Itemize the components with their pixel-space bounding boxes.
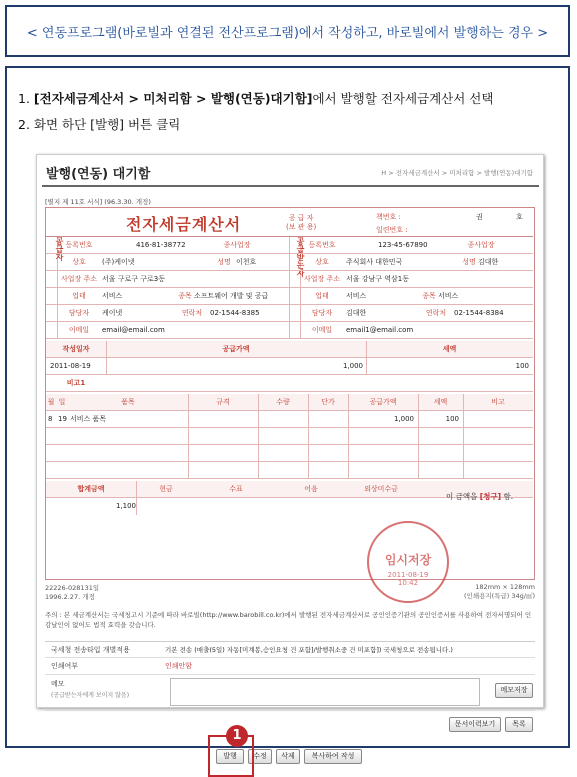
grid-line <box>308 394 309 479</box>
item-row <box>46 445 533 462</box>
row-manager: 담당자 케이넷 연락처 02-1544-8385 담당자 김대한 연락처 02-1544-8384 <box>46 305 533 322</box>
step-2-text: 2. 화면 하단 [발행] 버튼 클릭 <box>18 117 181 132</box>
step-1-path: [전자세금계산서 > 미처리함 > 발행(연동)대기함] <box>33 91 313 106</box>
grid-line <box>348 394 349 479</box>
supplier-side-label: 공급자 <box>46 237 58 339</box>
invoice-subtitle: 공 급 자 (보 관 용) <box>286 214 317 231</box>
invoice <box>45 207 535 580</box>
notice-text: 주의 : 본 세금계산서는 국세청고시 기준에 따라 바로빌(http://www.barobill.co.kr)에서 발행된 전자세금계산서로 공인인증기관의 공인인증서를 사용하여 전자서명되어 인감날인이 없어도 법적 효력을 갖습니다. <box>45 611 532 629</box>
step-1-num: 1. <box>18 91 30 106</box>
item-row: 8 19 서비스 품목 1,000 100 <box>46 411 533 428</box>
delete-button[interactable]: 삭제 <box>276 749 300 764</box>
instruction-panel <box>5 66 570 760</box>
header-banner <box>5 5 570 57</box>
step-1 <box>18 92 493 118</box>
row-total-head: 합계금액 현금 수표 어음 외상미수금 <box>46 481 533 498</box>
option-print: 인쇄여부 인쇄안함 <box>45 658 535 675</box>
row-regno: 등록번호 416-81-38772 종사업장 등록번호 123-45-67890 종사업장 <box>46 237 533 254</box>
grid-line <box>188 394 189 479</box>
row-type: 업태 서비스 종목 소프트웨어 개발 및 공급 업태 서비스 종목 서비스 <box>46 288 533 305</box>
row-addr: 사업장 주소 서울 구로구 구로3동 사업장 주소 서울 강남구 역삼1동 <box>46 271 533 288</box>
claim-text: 이 금액을 [청구] 함. <box>446 492 514 501</box>
temp-save-stamp: 임시저장 2011-08-19 10:42 <box>367 521 449 603</box>
header-text: < 연동프로그램(바로빌과 연결된 전산프로그램)에서 작성하고, 바로빌에서 발행하는 경우 > <box>26 25 549 41</box>
page-title: 발행(연동) 대기함 <box>46 167 151 182</box>
step-1-text: 에서 발행할 전자세금계산서 선택 <box>312 91 494 106</box>
option-memo: 메모 (공급받는자에게 보이지 않음) 메모저장 <box>45 675 535 711</box>
item-row <box>46 428 533 445</box>
invoice-grid <box>46 236 533 510</box>
divider <box>42 185 539 187</box>
history-button[interactable]: 문서이력보기 <box>449 717 501 732</box>
grid-line <box>258 394 259 479</box>
copy-create-button[interactable]: 복사하여 작성 <box>304 749 362 764</box>
row-name: 상호 (주)케이넷 성명 이천호 상호 주식회사 대한민국 성명 김대한 <box>46 254 533 271</box>
row-items-head: 월 일 품목 규격 수량 단가 공급가액 세액 비고 <box>46 394 533 411</box>
footer-right: 182mm × 128mm (인쇄용지(특급) 34g/㎡) <box>464 583 535 600</box>
row-summary-head: 작성일자 공급가액 세액 <box>46 341 533 358</box>
grid-line <box>106 341 107 375</box>
buyer-side-label: 공급받는자 <box>289 237 301 339</box>
form-number: [별지 제 11호 서식] (96.3.30. 개정) <box>45 198 151 206</box>
step-2 <box>18 118 493 144</box>
row-note: 비고1 <box>46 375 533 392</box>
screenshot-panel <box>36 154 544 760</box>
option-nts: 국세청 전송타입 개별적용 기본 전송 (매출(5일) 자동[미계봉,승인요청 건 포함]/발행취소중 건 미포함]) 국세청으로 전송됩니다.) <box>45 641 535 658</box>
edit-button[interactable]: 수정 <box>248 749 272 764</box>
grid-line <box>418 394 419 479</box>
list-button[interactable]: 목록 <box>505 717 533 732</box>
memo-save-button[interactable]: 메모저장 <box>495 683 533 698</box>
invoice-meta: 책번호 : 권 호 일련번호 : <box>376 213 523 234</box>
footer-left: 22226-028131일 1996.2.27. 개정 <box>45 584 100 601</box>
row-summary: 2011-08-19 1,000 100 <box>46 358 533 375</box>
item-row <box>46 462 533 479</box>
row-email: 이메일 email@email.com 이메일 email1@email.com <box>46 322 533 339</box>
grid-line <box>136 481 137 515</box>
breadcrumb: H > 전자세금계산서 > 미처리함 > 발행(연동)대기함 <box>381 169 533 177</box>
invoice-title: 전자세금계산서 <box>126 215 242 234</box>
grid-line <box>366 341 367 375</box>
issue-button[interactable]: 발행 <box>216 749 244 764</box>
grid-line <box>463 394 464 479</box>
step-badge: 1 <box>226 725 248 747</box>
row-total: 1,100 <box>115 502 136 510</box>
memo-input[interactable] <box>170 678 480 706</box>
step-list <box>18 92 493 144</box>
